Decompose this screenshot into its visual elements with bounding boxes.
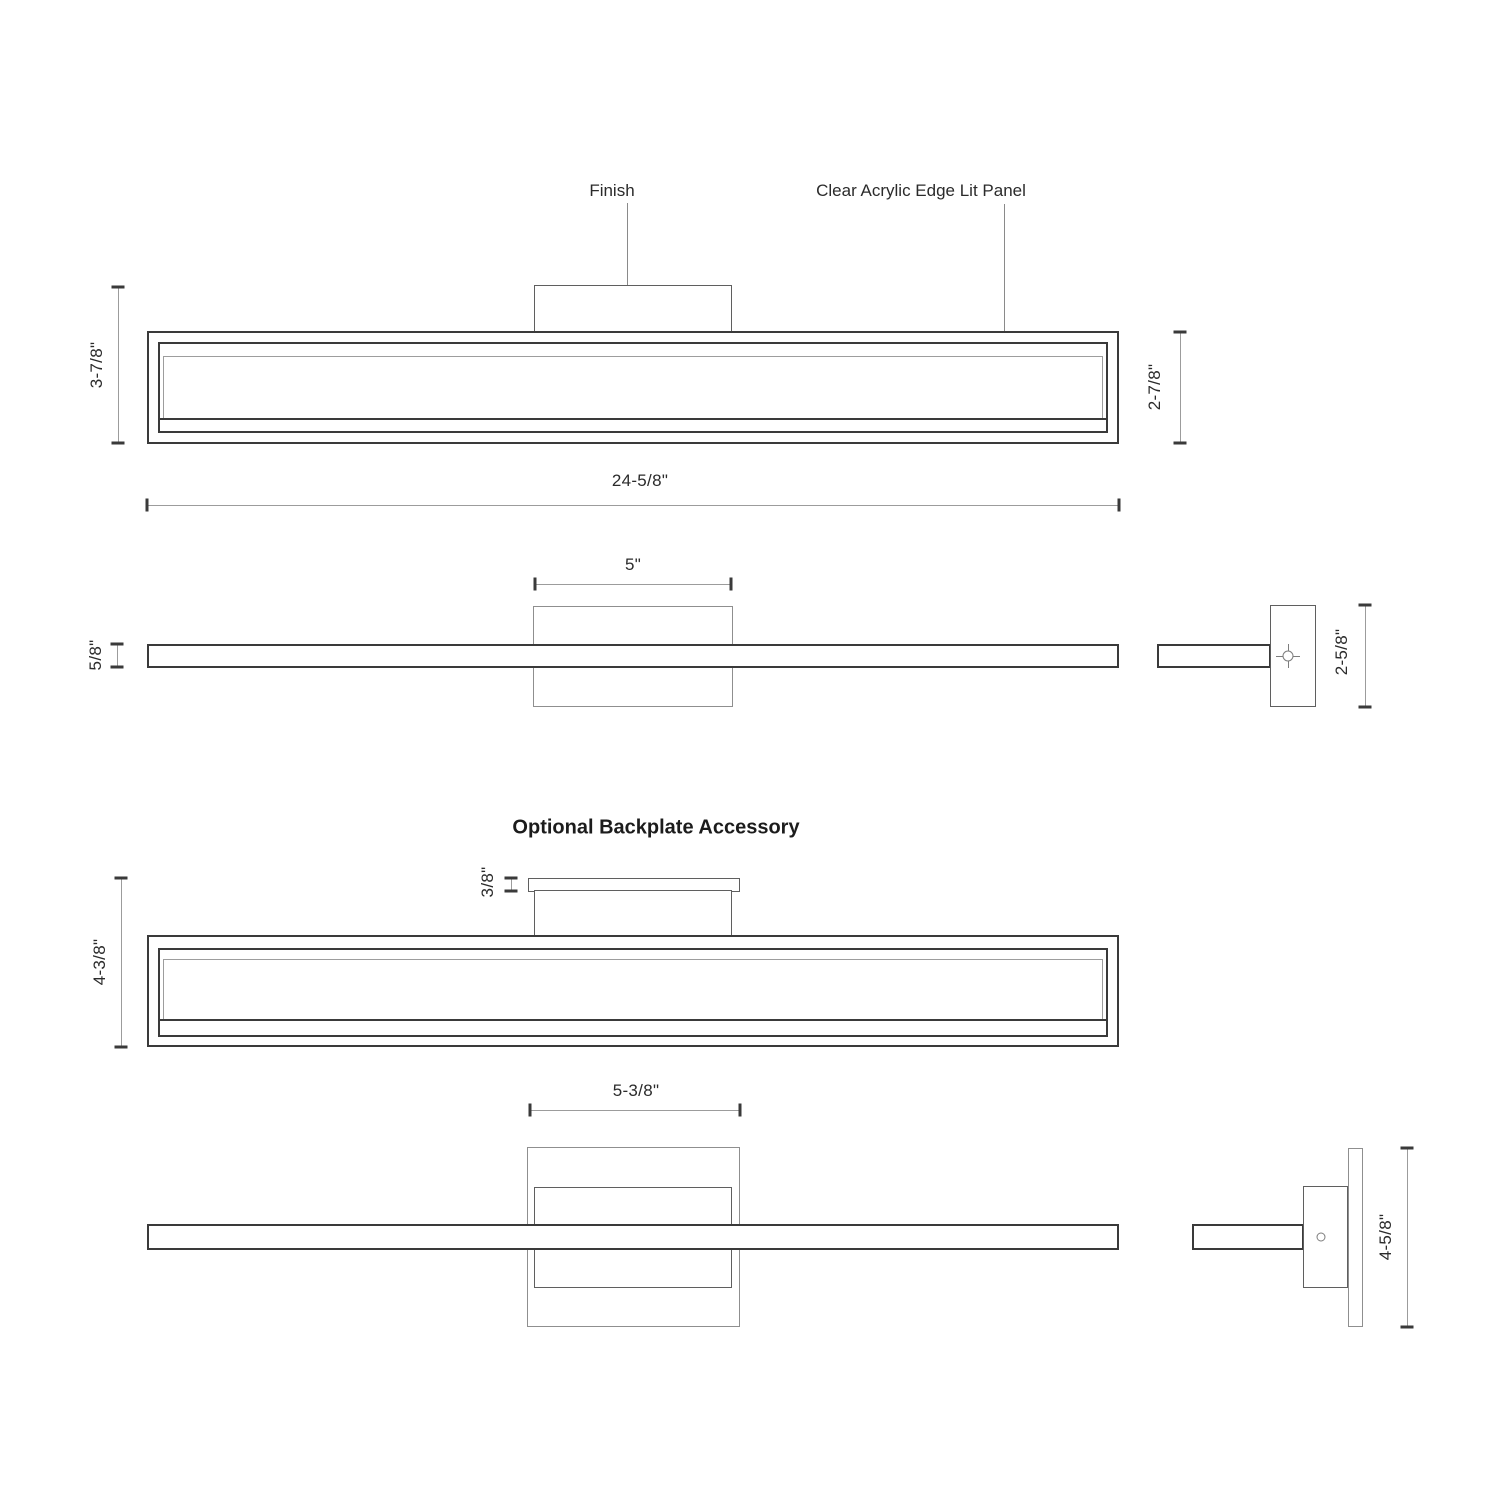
acc-front-acrylic-panel	[163, 959, 1103, 1020]
dim-tick	[529, 1104, 532, 1117]
acc-front-height-dimline	[121, 878, 122, 1047]
dim-tick	[112, 286, 125, 289]
dim-tick	[1401, 1147, 1414, 1150]
acc-side-screw-hole	[1317, 1233, 1326, 1242]
dim-tick	[1118, 499, 1121, 512]
acc-front-canopy	[534, 890, 732, 936]
finish-leader-line	[627, 203, 628, 298]
dim-tick	[505, 877, 518, 880]
dim-tick	[111, 666, 124, 669]
dim-tick	[1174, 442, 1187, 445]
acc-side-canopy	[1303, 1186, 1348, 1288]
std-front-width-dimline	[147, 505, 1119, 506]
dim-tick	[111, 643, 124, 646]
std-front-height-dimline	[118, 287, 119, 443]
acc-top-dimline	[530, 1110, 740, 1111]
acc-backplate-thickness-dim: 3/8"	[478, 866, 497, 898]
std-front-body-height-dim: 2-7/8"	[1145, 363, 1164, 411]
acc-front-overall-height-dim: 4-3/8"	[90, 938, 109, 986]
std-front-led-channel-line	[160, 418, 1106, 420]
acc-front-led-channel-line	[160, 1019, 1106, 1021]
acc-side-backplate-height-dim: 4-5/8"	[1376, 1213, 1395, 1261]
dim-tick	[739, 1104, 742, 1117]
mount-crosshair-circle	[1283, 651, 1294, 662]
std-front-canopy	[534, 285, 732, 333]
std-side-bar	[1157, 644, 1271, 668]
acc-top-backplate-width-dim: 5-3/8"	[612, 1081, 660, 1100]
acc-side-bar	[1192, 1224, 1304, 1250]
acc-top-bar	[147, 1224, 1119, 1250]
std-top-canopy-width-dim: 5"	[624, 555, 642, 574]
acrylic-panel-label: Clear Acrylic Edge Lit Panel	[816, 181, 1026, 200]
finish-label: Finish	[589, 181, 635, 200]
dim-tick	[505, 890, 518, 893]
acc-side-backplate	[1348, 1148, 1363, 1327]
std-front-body-dimline	[1180, 332, 1181, 443]
std-front-overall-height-dim: 3-7/8"	[87, 341, 106, 389]
dim-tick	[115, 877, 128, 880]
std-top-bar-depth-dim: 5/8"	[86, 639, 105, 671]
acc-side-dimline	[1407, 1148, 1408, 1327]
std-side-canopy-height-dim: 2-5/8"	[1332, 628, 1351, 676]
dim-tick	[534, 578, 537, 591]
std-top-canopy-dimline	[535, 584, 731, 585]
dim-tick	[146, 499, 149, 512]
dim-tick	[1174, 331, 1187, 334]
dim-tick	[115, 1046, 128, 1049]
std-side-dimline	[1365, 605, 1366, 707]
std-top-bar	[147, 644, 1119, 668]
std-top-depth-dimline	[117, 644, 118, 667]
dim-tick	[112, 442, 125, 445]
dim-tick	[730, 578, 733, 591]
dim-tick	[1359, 706, 1372, 709]
section-title: Optional Backplate Accessory	[512, 816, 800, 839]
dim-tick	[1359, 604, 1372, 607]
dim-tick	[1401, 1326, 1414, 1329]
std-front-width-dim: 24-5/8"	[611, 471, 669, 490]
std-front-acrylic-panel	[163, 356, 1103, 419]
